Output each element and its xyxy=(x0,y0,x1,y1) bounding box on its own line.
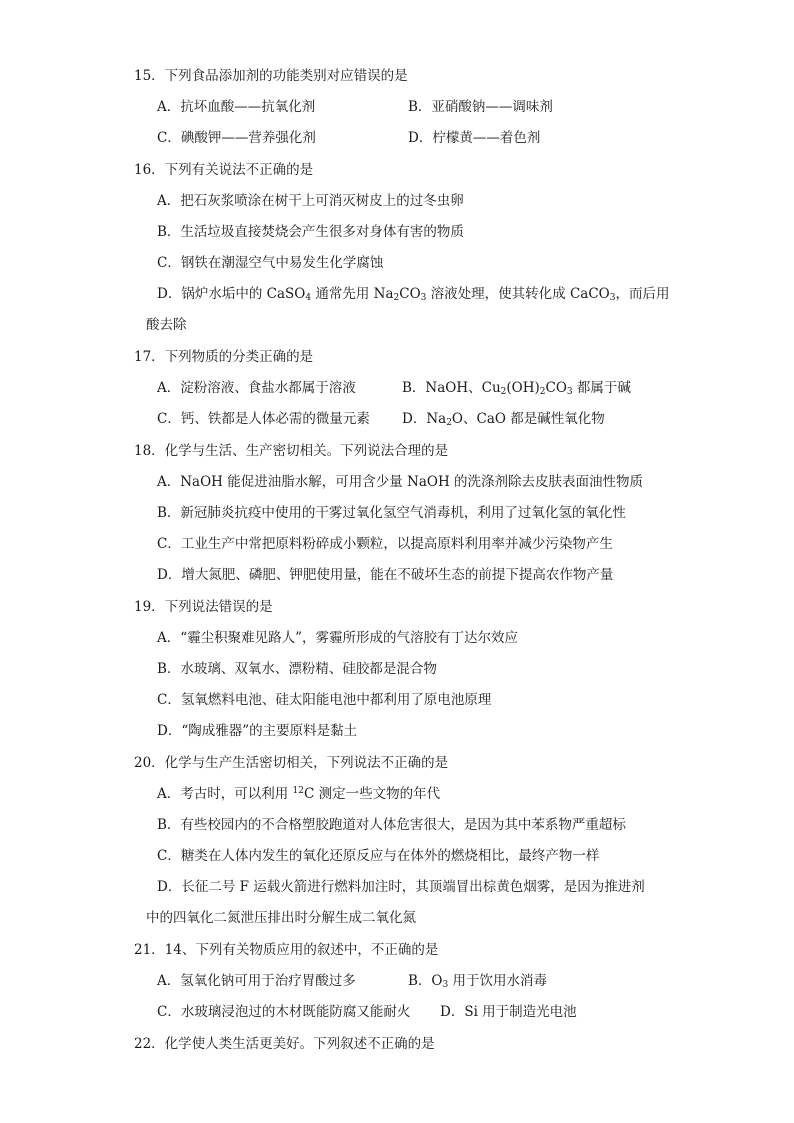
question-16-stem: 16．下列有关说法不正确的是 xyxy=(134,162,314,178)
question-15-option-b: B．亚硝酸钠——调味剂 xyxy=(408,99,553,115)
question-17-option-c: C．钙、铁都是人体必需的微量元素 xyxy=(157,411,370,427)
question-15-option-d: D．柠檬黄——着色剂 xyxy=(408,130,541,146)
question-18-option-d: D．增大氮肥、磷肥、钾肥使用量，能在不破坏生态的前提下提高农作物产量 xyxy=(157,567,614,583)
question-19-option-c: C．氢氧燃料电池、硅太阳能电池中都利用了原电池原理 xyxy=(157,692,492,708)
question-20-option-a: A．考古时，可以利用 $^{12}$C 测定一些文物的年代 xyxy=(157,786,441,802)
question-22-stem: 22．化学使人类生活更美好。下列叙述不正确的是 xyxy=(134,1036,435,1052)
question-19-option-a: A．“霾尘积聚难见路人”，雾霾所形成的气溶胶有丁达尔效应 xyxy=(157,630,519,646)
question-18-option-b: B．新冠肺炎抗疫中使用的干雾过氧化氢空气消毒机，利用了过氧化氢的氧化性 xyxy=(157,505,626,521)
question-20-option-c: C．糖类在人体内发生的氧化还原反应与在体外的燃烧相比，最终产物一样 xyxy=(157,848,600,864)
question-19-option-b: B．水玻璃、双氧水、漂粉精、硅胶都是混合物 xyxy=(157,661,437,677)
question-17-option-b: B．NaOH、$Cu_2(OH)_2CO_3$ 都属于碱 xyxy=(402,380,631,397)
question-19-stem: 19．下列说法错误的是 xyxy=(134,599,273,615)
question-17-option-d: D．$Na_2O$、CaO 都是碱性氧化物 xyxy=(402,411,605,428)
question-16-option-d-continued: 酸去除 xyxy=(146,317,187,333)
question-16-option-b: B．生活垃圾直接焚烧会产生很多对身体有害的物质 xyxy=(157,224,464,240)
question-21-option-c: C．水玻璃浸泡过的木材既能防腐又能耐火 xyxy=(157,1004,411,1020)
question-16-option-d: D．锅炉水垢中的 CaSO$_4$ 通常先用 $Na_2CO_3$ 溶液处理，使其转化成 CaCO$_3$，而后用 xyxy=(157,286,670,303)
question-20-stem: 20．化学与生产生活密切相关，下列说法不正确的是 xyxy=(134,755,449,771)
question-20-option-d: D．长征二号 F 运载火箭进行燃料加注时，其顶端冒出棕黄色烟雾，是因为推进剂 xyxy=(157,879,645,895)
question-18-option-a: A．NaOH 能促进油脂水解，可用含少量 NaOH 的洗涤剂除去皮肤表面油性物质 xyxy=(157,474,644,490)
question-17-option-a: A．淀粉溶液、食盐水都属于溶液 xyxy=(157,380,356,396)
question-20-option-b: B．有些校园内的不合格塑胶跑道对人体危害很大，是因为其中苯系物严重超标 xyxy=(157,817,626,833)
question-21-option-d: D．Si 用于制造光电池 xyxy=(440,1004,577,1020)
question-15-option-a: A．抗坏血酸——抗氧化剂 xyxy=(157,99,316,115)
question-21-option-b: B．$O_3$ 用于饮用水消毒 xyxy=(408,973,548,990)
question-16-option-a: A．把石灰浆喷涂在树干上可消灭树皮上的过冬虫卵 xyxy=(157,193,464,209)
question-21-stem: 21．14、下列有关物质应用的叙述中，不正确的是 xyxy=(134,942,439,958)
question-20-option-d-continued: 中的四氧化二氮泄压排出时分解生成二氧化氮 xyxy=(146,910,416,926)
question-16-option-c: C．钢铁在潮湿空气中易发生化学腐蚀 xyxy=(157,255,384,271)
question-21-option-a: A．氢氧化钠可用于治疗胃酸过多 xyxy=(157,973,356,989)
question-17-stem: 17．下列物质的分类正确的是 xyxy=(134,349,314,365)
question-18-option-c: C．工业生产中常把原料粉碎成小颗粒，以提高原料利用率并减少污染物产生 xyxy=(157,536,613,552)
question-15-stem: 15．下列食品添加剂的功能类别对应错误的是 xyxy=(134,68,408,84)
question-15-option-c: C．碘酸钾——营养强化剂 xyxy=(157,130,316,146)
question-18-stem: 18．化学与生活、生产密切相关。下列说法合理的是 xyxy=(134,443,449,459)
question-19-option-d: D．“陶成雅器”的主要原料是黏土 xyxy=(157,723,358,739)
